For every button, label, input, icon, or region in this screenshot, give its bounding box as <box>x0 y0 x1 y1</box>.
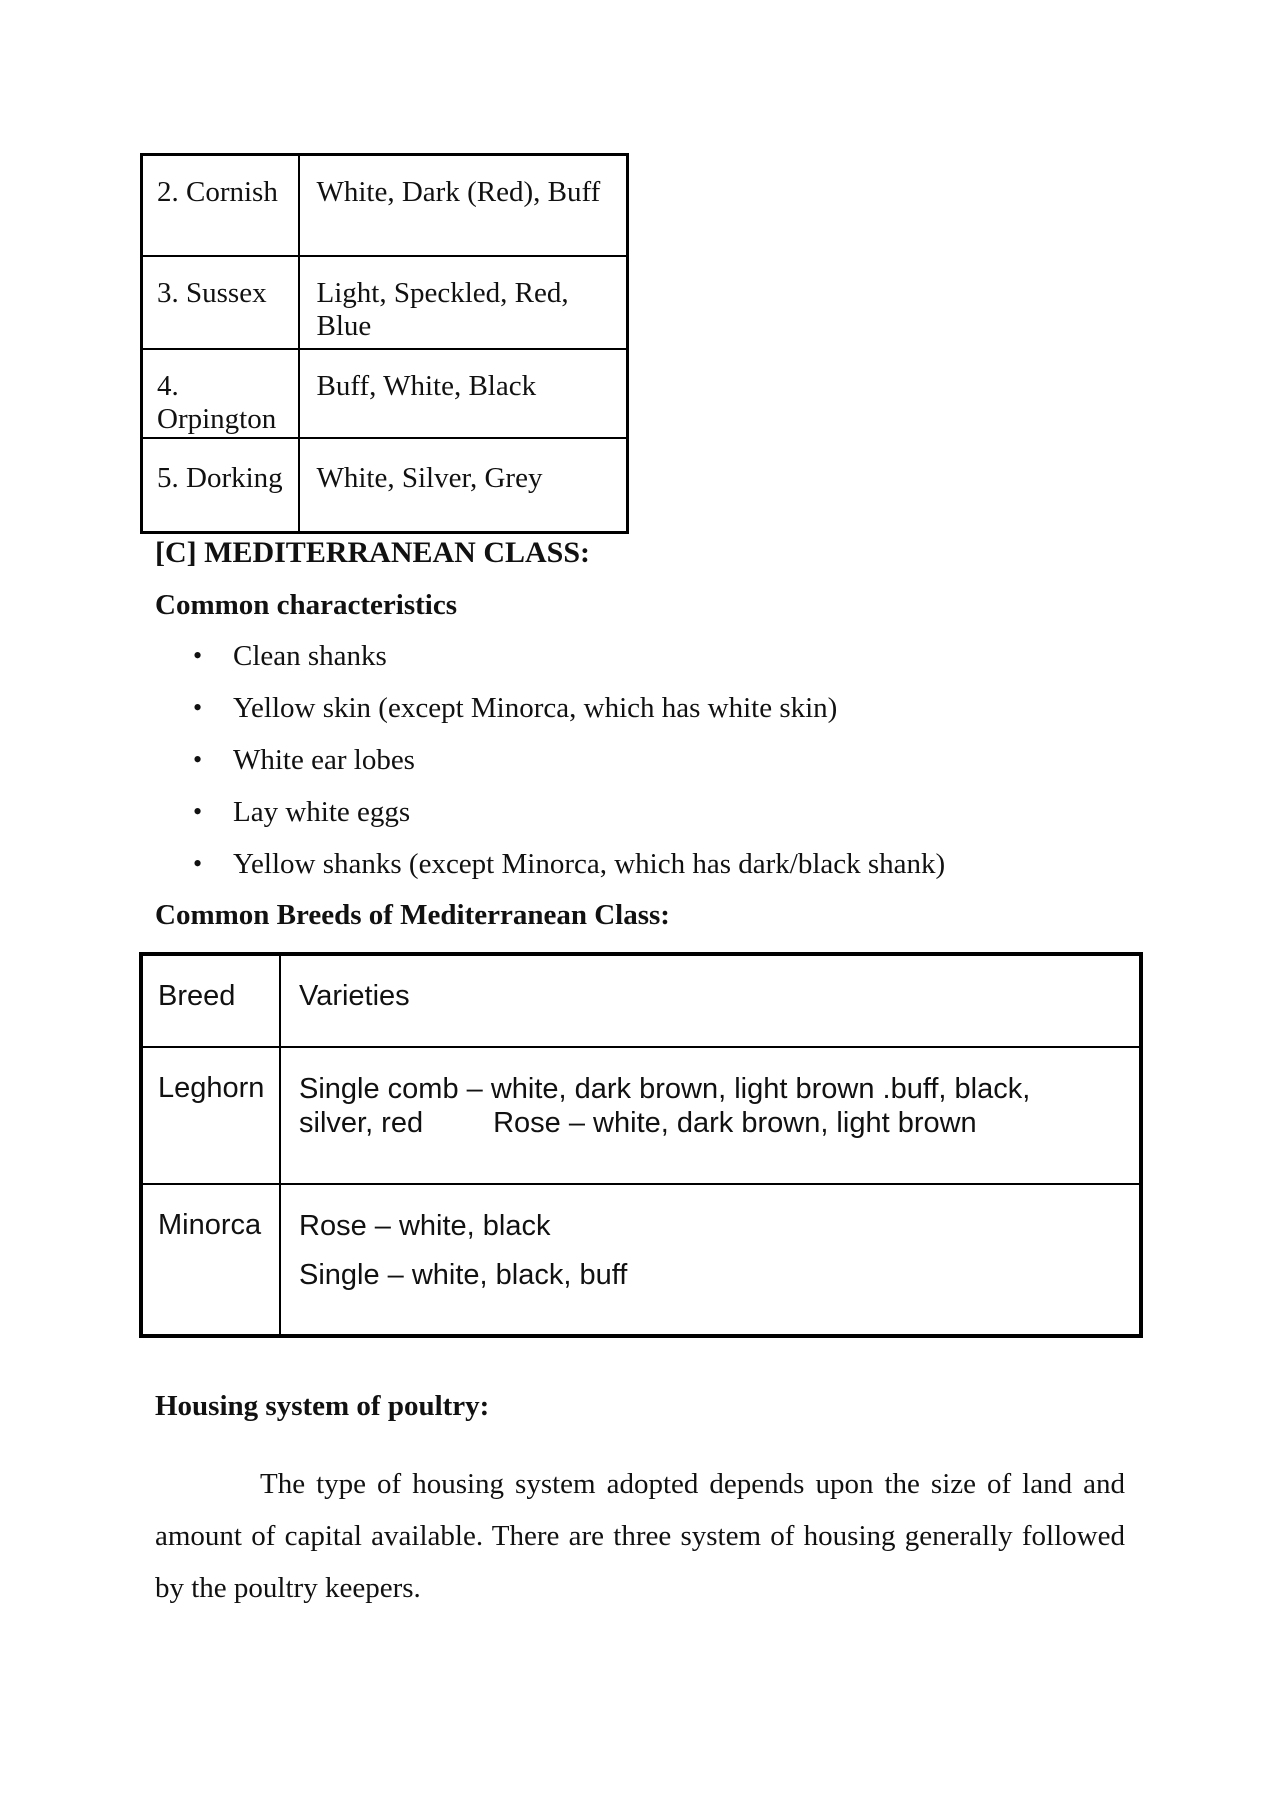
list-item <box>155 742 945 794</box>
bullet-icon: • <box>193 693 203 722</box>
table-row <box>142 256 628 349</box>
variety-line: silver, red <box>299 1107 424 1139</box>
subheading-housing-system: Housing system of poultry: <box>155 1390 490 1422</box>
housing-paragraph <box>155 1458 1125 1614</box>
section-heading-mediterranean-class: [C] MEDITERRANEAN CLASS: <box>155 536 591 569</box>
table-header-row <box>141 954 1141 1047</box>
variety-line: Single – white, black, buff <box>299 1259 628 1291</box>
bullet-icon: • <box>193 641 203 670</box>
subheading-common-breeds: Common Breeds of Mediterranean Class: <box>155 899 670 931</box>
table-row <box>142 438 628 533</box>
varieties-cell: Buff, White, Black <box>299 349 628 438</box>
list-item-text: White ear lobes <box>233 744 415 776</box>
mediterranean-breeds-table <box>139 952 1143 1338</box>
column-header-varieties: Varieties <box>280 954 1141 1047</box>
breed-cell: 5. Dorking <box>142 438 299 533</box>
subheading-common-characteristics: Common characteristics <box>155 589 457 621</box>
column-header-breed: Breed <box>141 954 280 1047</box>
list-item <box>155 846 945 898</box>
variety-line: Rose – white, dark brown, light brown <box>493 1107 977 1139</box>
paragraph-text: The type of housing system adopted depends upon the size of land and amount of capital available. There are three system of housing generally followed by the poultry keepers. <box>155 1468 1125 1604</box>
breed-varieties-table-continued <box>140 153 629 534</box>
bullet-icon: • <box>193 849 203 878</box>
table-row <box>141 1184 1141 1336</box>
breed-cell: 3. Sussex <box>142 256 299 349</box>
breed-cell: Leghorn <box>141 1047 280 1184</box>
table-row <box>142 349 628 438</box>
characteristics-list <box>155 638 945 898</box>
list-item <box>155 638 945 690</box>
list-item <box>155 690 945 742</box>
variety-line-group <box>299 1106 1139 1140</box>
table-row <box>141 1047 1141 1184</box>
varieties-cell: White, Silver, Grey <box>299 438 628 533</box>
breed-cell: 4. Orpington <box>142 349 299 438</box>
variety-line: Single comb – white, dark brown, light brown .buff, black, <box>299 1073 1031 1105</box>
bullet-icon: • <box>193 797 203 826</box>
list-item-text: Lay white eggs <box>233 796 411 828</box>
varieties-cell <box>280 1047 1141 1184</box>
list-item-text: Clean shanks <box>233 640 387 672</box>
varieties-cell: Light, Speckled, Red, Blue <box>299 256 628 349</box>
varieties-cell <box>280 1184 1141 1336</box>
varieties-cell: White, Dark (Red), Buff <box>299 155 628 256</box>
breed-cell: 2. Cornish <box>142 155 299 256</box>
list-item-text: Yellow skin (except Minorca, which has white skin) <box>233 692 838 724</box>
variety-line: Rose – white, black <box>299 1210 551 1242</box>
list-item <box>155 794 945 846</box>
bullet-icon: • <box>193 745 203 774</box>
table-row <box>142 155 628 256</box>
list-item-text: Yellow shanks (except Minorca, which has dark/black shank) <box>233 848 946 880</box>
breed-cell: Minorca <box>141 1184 280 1336</box>
